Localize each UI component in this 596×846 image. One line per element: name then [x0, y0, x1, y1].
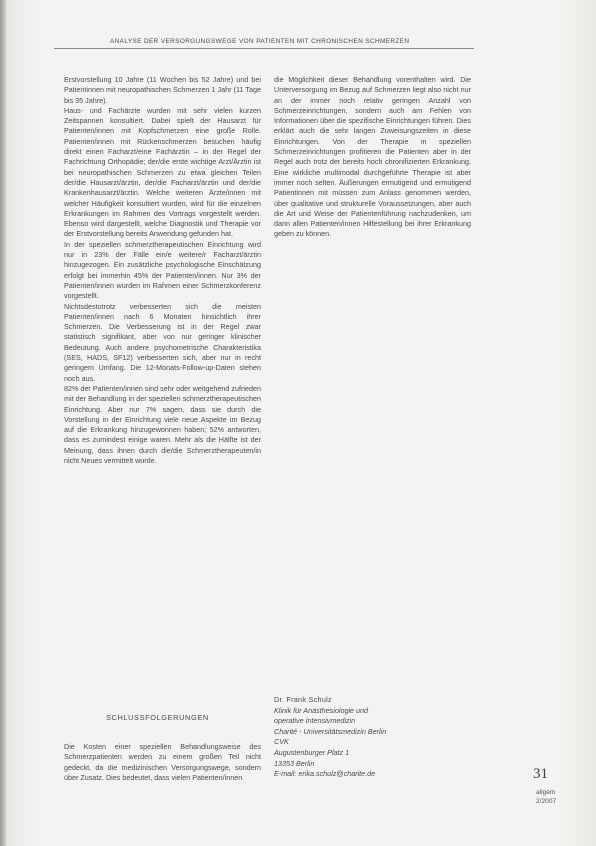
author-email[interactable]: E-mail: erika.schulz@charite.de: [274, 769, 376, 779]
journal-name: allgem: [536, 789, 556, 796]
address-line: 13353 Berlin: [274, 758, 315, 768]
address-line: operative Intensivmedizin: [274, 716, 356, 726]
running-head: ANALYSE DER VERSORGUNGSWEGE VON PATIENTEN MIT CHRONISCHEN SCHMERZEN: [110, 38, 410, 45]
page-number: 31: [533, 766, 548, 782]
address-line: CVK: [274, 737, 289, 747]
left-bottom-text: Die Kosten einer speziellen Behandlungsweise des Schmerzpatienten werden zu einem großen Teil nicht gedeckt, da die medizinischen Versorgungswege, sondern über Zusatz. Dies bedeutet, dass vielen Patienten/innen: [64, 742, 261, 782]
right-column-text: die Möglichkeit dieser Behandlung vorenthalten wird. Die Unterversorgung im Bezug auf Schmerzen liegt also nicht nur an der immer noch relativ geringen Anzahl von Schmerzeinrichtungen, sondern auch am Fehlen von Informationen über die spezifische Einrichtungen führen. Dies erklärt auch die sehr langen Zuweisungszeiten in diese Einrichtungen. Von der Therapie in speziellen Schmerzeinrichtungen profitieren die Patienten aber in der Regel auch trotz der bereits hoch chronifizierten Erkrankung. Eine wirkliche multimodal durchgeführte Therapie ist aber immer noch selten. Äußerungen ermutigend und ermutigend Patientinnen mit müssen zum Anlass genommen werden, über qualitative und strukturelle Voraussetzungen, aber auch die Art und Weise der Patientenführung nachzudenken, um dann allen Patienten/innen Hilfestellung bei ihrer Erkrankung geben zu können.: [274, 75, 471, 239]
journal-issue: [536, 788, 556, 806]
author-name: Dr. Frank Schulz: [274, 695, 332, 704]
address-line: Klinik für Anästhesiologie und: [274, 705, 369, 715]
author-address: [274, 695, 464, 780]
address-line: Charité - Universitätsmedizin Berlin: [274, 726, 387, 736]
page-binding-shadow: [0, 0, 6, 846]
address-line: Augustenburger Platz 1: [274, 747, 350, 757]
left-column-text: Erstvorstellung 10 Jahre (11 Wochen bis 52 Jahre) und bei Patientinnen mit neuropathischen Schmerzen 1 Jahr (11 Tage bis 35 Jahre). Haus- und Fachärzte wurden mit sehr vielen kurzen Zeitspannen konsultiert. Dabei spielt der Hausarzt für Patienten/innen mit Kopfschmerzen eine große Rolle. Patienten/innen mit Rückenschmerzen besuchen häufig direkt einen Facharzt/eine Fachärztin – in der Regel der Fachrichtung Orthopädie; der/die erste wichtige Arzt/Ärztin ist bei neuropathischen Schmerzen zu etwa gleichen Teilen der/die Hausarzt/ärztin, der/die Facharzt/ärztin und der/die Krankenhausarzt/ärztin. Welche weiteren Ärzte/innen mit welcher Häufigkeit konsultiert wurden, wird für die einzelnen Erkrankungen im Rahmen des Vortrags vorgestellt werden. Ebenso wird dargestellt, welche Diagnostik und Therapie vor der Erstvorstellung bereits Anwendung gefunden hat. In der speziellen schmerztherapeutischen Einrichtung wird nur in 23% der Fälle ein/e weitere/r Facharzt/ärztin hinzugezogen. Ein zusätzliche psychologische Einschätzung erfolgt bei immerhin 45% der Patienten/innen. Nur 3% der Patienten/innen wurden im Rahmen einer Schmerzkonferenz vorgestellt. Nichtsdestotrotz verbesserten sich die meisten Patienten/innen nach 6 Monaten hinsichtlich ihrer Schmerzen. Die Verbesserung ist in der Regel zwar statistisch signifikant, aber von nur geringer klinischer Bedeutung. Auch andere psychometrische Charakteristika (SES, HADS, SF12) verbesserten sich, aber nur in recht geringem Umfang. Die 12-Monats-Follow-up-Daten stehen noch aus. 82% der Patienten/innen sind sehr oder weitgehend zufrieden mit der Behandlung in der speziellen schmerztherapeutischen Einrichtung. Aber nur 7% sagen, dass sie durch die Vorstellung in der Einrichtung viele neue Aspekte im Bezug auf die Erkrankung hinzugewonnen haben; 52% antworten, dass es zumindest einige waren. Mehr als die Hälfte ist der Meinung, dass ihnen durch die/die Schmerztherapeuten/in nicht Neues vermittelt wurde.: [64, 75, 261, 465]
header-rule: [54, 48, 474, 49]
section-heading: SCHLUSSFOLGERUNGEN: [106, 713, 209, 722]
journal-issue-number: 2/2007: [536, 798, 557, 805]
